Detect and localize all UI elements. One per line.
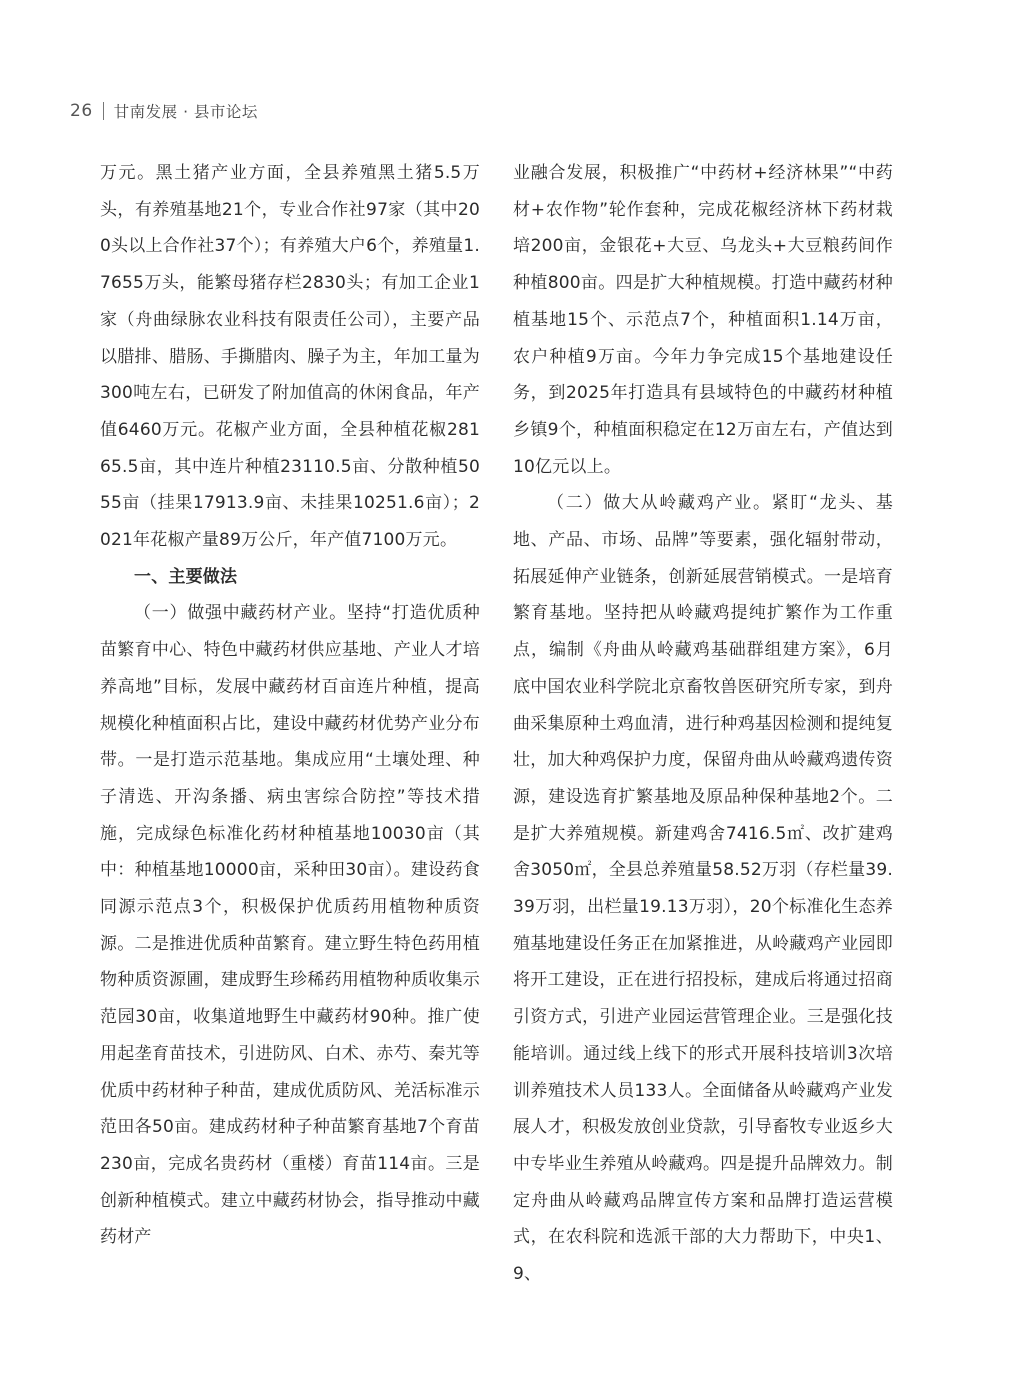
paragraph-continued-right: 业融合发展，积极推广“中药材+经济林果”“中药材+农作物”轮作套种，完成花椒经济林下药材栽培200亩，金银花+大豆、乌龙头+大豆粮药间作种植800亩。四是扩大种植规模。打造中藏药材种植基地15个、示范点7个，种植面积1.14万亩，农户种植9万亩。今年力争完成15个基地建设任务，到2025年打造具有县域特色的中藏药材种植乡镇9个，种植面积稳定在12万亩左右，产值达到10亿元以上。 xyxy=(513,163,893,477)
header-divider xyxy=(103,102,104,120)
paragraph-chicken-industry: （二）做大从岭藏鸡产业。紧盯“龙头、基地、产品、市场、品牌”等要素，强化辐射带动，拓展延伸产业链条，创新延展营销模式。一是培育繁育基地。坚持把从岭藏鸡提纯扩繁作为工作重点，编制《舟曲从岭藏鸡基础群组建方案》，6月底中国农业科学院北京畜牧兽医研究所专家，到舟曲采集原种土鸡血清，进行种鸡基因检测和提纯复壮，加大种鸡保护力度，保留舟曲从岭藏鸡遗传资源，建设选育扩繁基地及原品种保种基地2个。二是扩大养殖规模。新建鸡舍7416.5㎡、改扩建鸡舍3050㎡，全县总养殖量58.52万羽（存栏量39.39万羽，出栏量19.13万羽），20个标准化生态养殖基地建设任务正在加紧推进，从岭藏鸡产业园即将开工建设，正在进行招投标，建成后将通过招商引资方式，引进产业园运营管理企业。三是强化技能培训。通过线上线下的形式开展科技培训3次培训养殖技术人员133人。全面储备从岭藏鸡产业发展人才，积极发放创业贷款，引导畜牧专业返乡大中专毕业生养殖从岭藏鸡。四是提升品牌效力。制定舟曲从岭藏鸡品牌宣传方案和品牌打造运营模式，在农科院和选派干部的大力帮助下，中央1、9、 xyxy=(513,493,893,1285)
page-header xyxy=(70,100,258,122)
paragraph-herbal-medicine: （一）做强中藏药材产业。坚持“打造优质种苗繁育中心、特色中藏药材供应基地、产业人才培养高地”目标，发展中藏药材百亩连片种植，提高规模化种植面积占比，建设中藏药材优势产业分布带。一是打造示范基地。集成应用“土壤处理、种子清选、开沟条播、病虫害综合防控”等技术措施，完成绿色标准化药材种植基地10030亩（其中：种植基地10000亩，采种田30亩）。建设药食同源示范点3个，积极保护优质药用植物种质资源。二是推进优质种苗繁育。建立野生特色药用植物种质资源圃，建成野生珍稀药用植物种质收集示范园30亩，收集道地野生中藏药材90种。推广使用起垄育苗技术，引进防风、白术、赤芍、秦艽等优质中药材种子种苗，建成优质防风、羌活标准示范田各50亩。建成药材种子种苗繁育基地7个育苗230亩，完成名贵药材（重楼）育苗114亩。三是创新种植模式。建立中藏药材协会，指导推动中藏药材产 xyxy=(100,603,480,1248)
page-number: 26 xyxy=(70,101,93,121)
running-title: 甘南发展 · 县市论坛 xyxy=(113,103,258,121)
section-heading: 一、主要做法 xyxy=(134,566,238,587)
paragraph-continued: 万元。黑土猪产业方面，全县养殖黑土猪5.5万头，有养殖基地21个，专业合作社97家（其中200头以上合作社37个）；有养殖大户6个，养殖量1.7655万头，能繁母猪存栏2830头；有加工企业1家（舟曲绿脉农业科技有限责任公司），主要产品以腊排、腊肠、手撕腊肉、臊子为主，年加工量为300吨左右，已研发了附加值高的休闲食品，年产值6460万元。花椒产业方面，全县种植花椒28165.5亩，其中连片种植23110.5亩、分散种植5055亩（挂果17913.9亩、未挂果10251.6亩）；2021年花椒产量89万公斤，年产值7100万元。 xyxy=(100,163,480,551)
left-column xyxy=(100,155,480,1256)
right-column xyxy=(513,155,893,1293)
